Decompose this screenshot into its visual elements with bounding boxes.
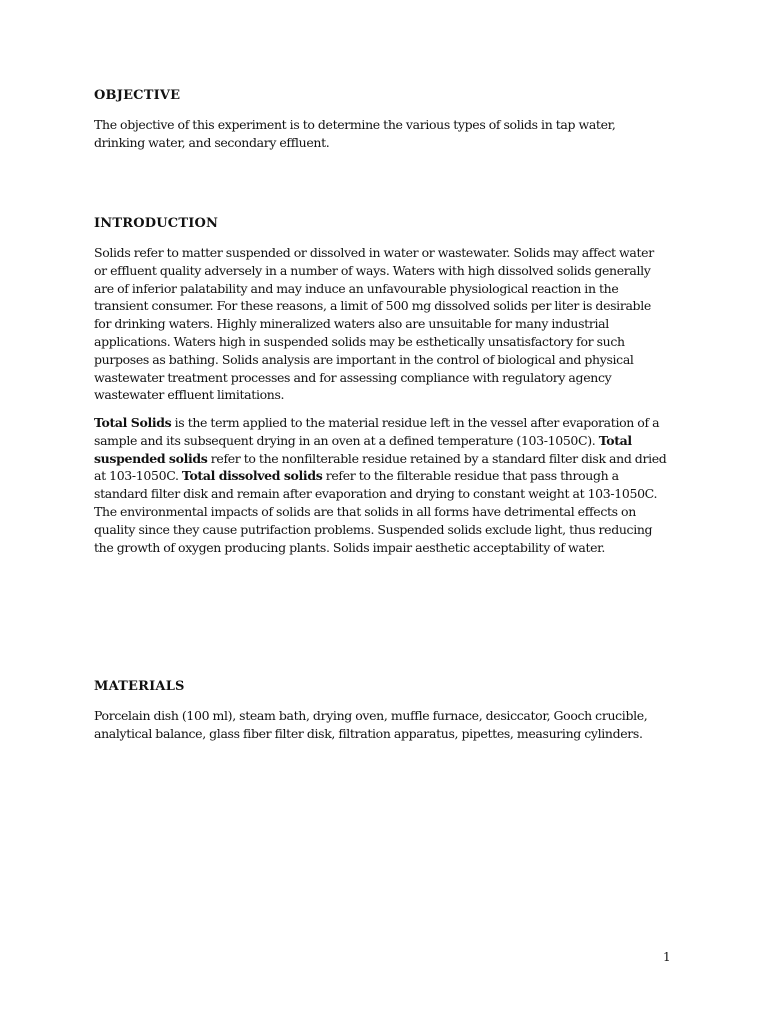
- materials-line: analytical balance, glass fiber filter disk, filtration apparatus, pipettes, measuring cylinders.: [94, 725, 643, 741]
- intro-line: for drinking waters. Highly mineralized waters also are unsuitable for many industrial: [94, 316, 609, 332]
- intro-line: Solids refer to matter suspended or dissolved in water or wastewater. Solids may affect water: [94, 245, 654, 260]
- materials-heading: MATERIALS: [94, 679, 185, 694]
- objective-line: The objective of this experiment is to determine the various types of solids in tap water,: [94, 117, 616, 132]
- intro-line: are of inferior palatability and may induce an unfavourable physiological reaction in the: [94, 280, 619, 296]
- solids-def-text: refer to the nonfilterable residue retained by a standard filter disk and dried: [207, 450, 667, 466]
- solids-def-text: at 103-1050C.: [94, 468, 182, 484]
- total-suspended-term-part: Total: [598, 432, 632, 448]
- intro-line: wastewater effluent limitations.: [94, 387, 285, 403]
- solids-def-line: quality since they cause putrifaction problems. Suspended solids exclude light, thus reducing: [94, 521, 653, 537]
- objective-paragraph: [94, 116, 682, 152]
- intro-line: wastewater treatment processes and for assessing compliance with regulatory agency: [94, 369, 612, 385]
- total-dissolved-term: Total dissolved solids: [181, 468, 323, 484]
- materials-paragraph: [94, 707, 682, 743]
- solids-def-line: The environmental impacts of solids are that solids in all forms have detrimental effects on: [94, 503, 636, 519]
- introduction-paragraph-2: [94, 414, 682, 556]
- solids-def-line: [94, 432, 682, 450]
- solids-def-line: [94, 467, 682, 485]
- intro-line: applications. Waters high in suspended solids may be esthetically unsatisfactory for such: [94, 333, 625, 349]
- solids-def-line: [94, 450, 682, 468]
- intro-line: transient consumer. For these reasons, a limit of 500 mg dissolved solids per liter is desirable: [94, 298, 651, 314]
- solids-def-text: sample and its subsequent drying in an oven at a defined temperature (103-1050C).: [94, 432, 599, 448]
- solids-def-text: is the term applied to the material residue left in the vessel after evaporation of a: [171, 415, 660, 430]
- introduction-heading: INTRODUCTION: [94, 216, 219, 231]
- objective-heading: OBJECTIVE: [94, 88, 181, 103]
- intro-line: or effluent quality adversely in a number of ways. Waters with high dissolved solids generally: [94, 262, 651, 278]
- page-number: 1: [663, 950, 671, 964]
- solids-def-line: standard filter disk and remain after evaporation and drying to constant weight at 103-1050C.: [94, 486, 658, 502]
- solids-def-text: refer to the filterable residue that pass through a: [322, 468, 619, 484]
- objective-line: drinking water, and secondary effluent.: [94, 134, 330, 150]
- solids-def-line: [94, 414, 682, 432]
- materials-line: Porcelain dish (100 ml), steam bath, drying oven, muffle furnace, desiccator, Gooch crucible,: [94, 708, 648, 723]
- total-suspended-term-part: suspended solids: [94, 450, 208, 466]
- total-solids-term: Total Solids: [94, 415, 172, 430]
- intro-line: purposes as bathing. Solids analysis are important in the control of biological and physical: [94, 351, 634, 367]
- solids-def-line: the growth of oxygen producing plants. Solids impair aesthetic acceptability of water.: [94, 539, 606, 555]
- introduction-paragraph-1: [94, 244, 682, 404]
